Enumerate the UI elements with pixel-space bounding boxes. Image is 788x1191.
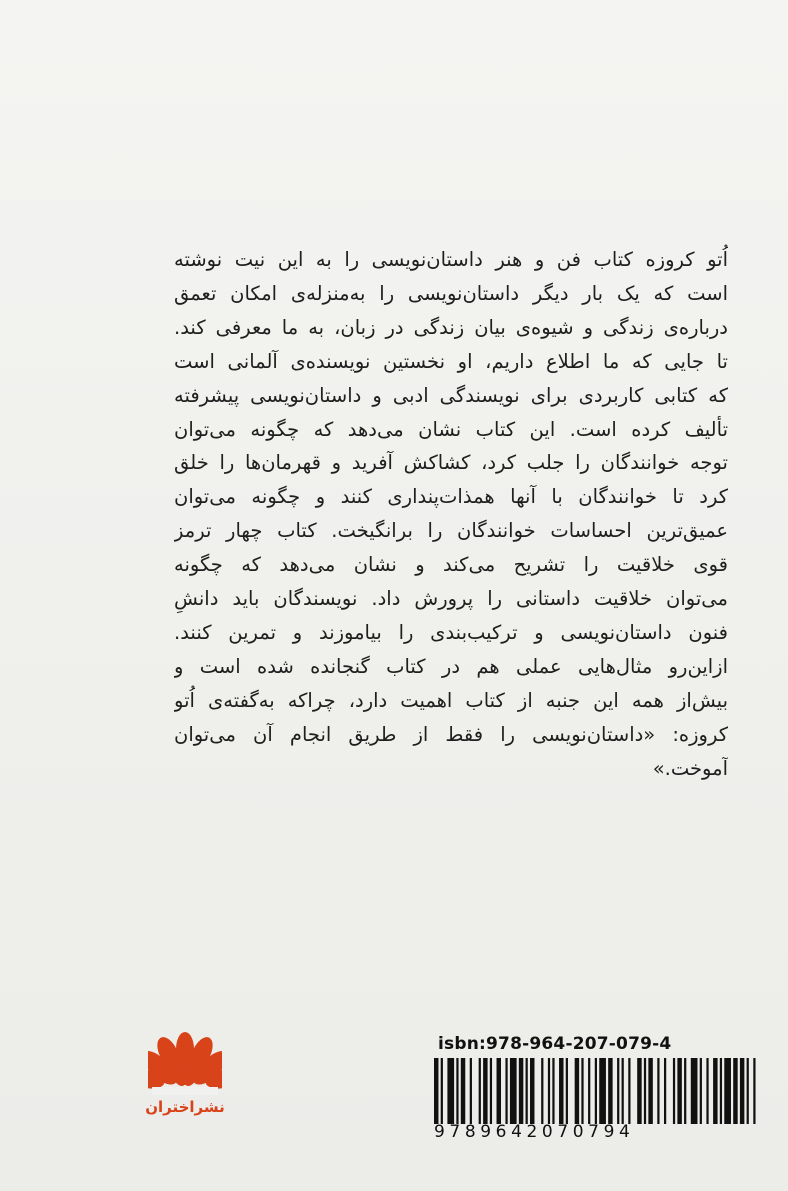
description-line: درباره‌ی زندگی و شیوه‌ی بیان زندگی در زبان، به ما معرفی کند. xyxy=(174,315,728,339)
description-line: بیش‌از همه این جنبه از کتاب اهمیت دارد، چراکه به‌گفته‌ی اُتو xyxy=(174,688,728,712)
description-line: تا جایی که ما اطلاع داریم، او نخستین نویسنده‌ی آلمانی است xyxy=(174,349,728,373)
isbn-label: isbn:978-964-207-079-4 xyxy=(438,1034,672,1054)
description-line: کروزه: «داستان‌نویسی را فقط از طریق انجام آن می‌توان xyxy=(174,722,728,746)
description-line: عمیق‌ترین احساسات خوانندگان را برانگیخت. کتاب چهار ترمز xyxy=(174,519,728,543)
description-line: که کتابی کاربردی برای نویسندگی ادبی و داستان‌نویسی پیشرفته xyxy=(174,383,728,407)
description-line: توجه خوانندگان را جلب کرد، کشاکش آفرید و قهرمان‌ها را خلق xyxy=(174,451,728,475)
description-line: کرد تا خوانندگان با آنها همذات‌پنداری کنند و چگونه می‌توان xyxy=(174,485,728,509)
description-line: آموخت.» xyxy=(652,756,728,780)
description-line: است که یک بار دیگر داستان‌نویسی را به‌منزله‌ی امکان تعمق xyxy=(174,281,728,305)
barcode-digits: 9789642070794 xyxy=(434,1122,635,1142)
barcode-icon xyxy=(434,1058,760,1124)
description-line: قوی خلاقیت را تشریح می‌کند و نشان می‌دهد که چگونه xyxy=(174,553,728,577)
description-line: اُتو کروزه کتاب فن و هنر داستان‌نویسی را به این نیت نوشته xyxy=(174,248,728,271)
description-line: ازاین‌رو مثال‌هایی عملی هم در کتاب گنجانده شده است و xyxy=(174,654,728,678)
description-line: می‌توان خلاقیت داستانی را پرورش داد. نویسندگان باید دانشِ xyxy=(174,587,728,611)
description-line: فنون داستان‌نویسی و ترکیب‌بندی را بیاموزند و تمرین کنند. xyxy=(174,620,728,644)
description-line: تألیف کرده است. این کتاب نشان می‌دهد که چگونه می‌توان xyxy=(174,417,728,441)
publisher-logo-graphic xyxy=(148,1027,222,1097)
publisher-name: نشراختران xyxy=(145,1098,225,1116)
isbn-barcode-block xyxy=(434,1034,760,1142)
book-description xyxy=(174,243,728,786)
